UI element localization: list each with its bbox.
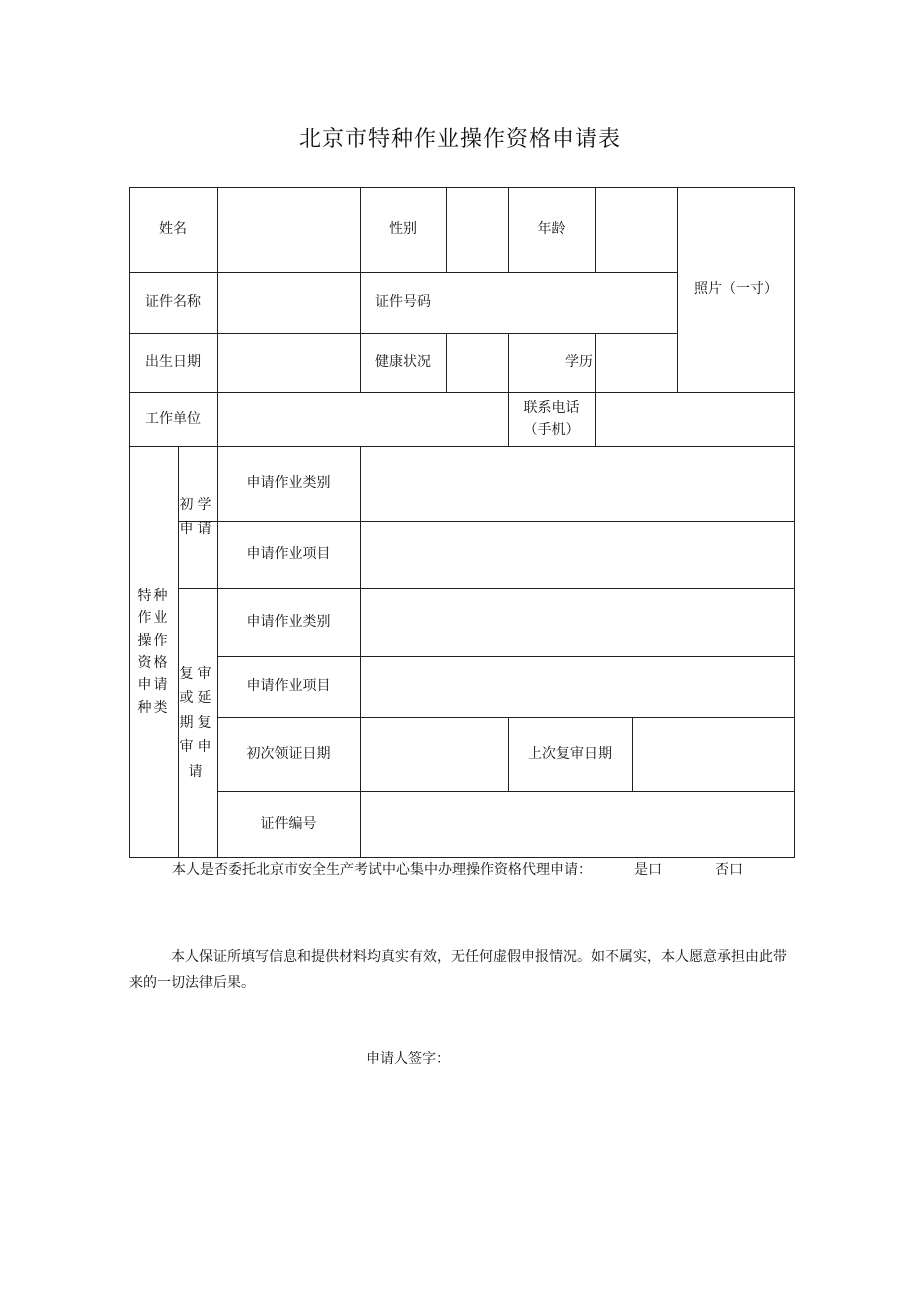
renewal-group-text: 复审或延期复审申请 (179, 665, 216, 780)
employer-field[interactable] (217, 392, 508, 446)
category-group-label (129, 446, 178, 858)
last-review-date-field[interactable] (632, 717, 795, 791)
signature-label: 申请人签字： (366, 1051, 450, 1067)
application-form (129, 187, 795, 858)
id-number-field[interactable] (446, 272, 677, 333)
employer-label: 工作单位 (145, 410, 201, 427)
proxy-no-option[interactable]: 否口 (715, 862, 743, 878)
health-field[interactable] (446, 333, 508, 392)
initial-type-label: 申请作业类别 (246, 475, 331, 492)
renewal-type-field[interactable] (360, 588, 795, 656)
age-field[interactable] (595, 187, 677, 272)
renewal-type-label: 申请作业类别 (246, 613, 331, 630)
birth-date-field[interactable] (217, 333, 360, 392)
proxy-question: 本人是否委托北京市安全生产考试中心集中办理操作资格代理申请： (172, 862, 592, 878)
category-group-text: 特种作业操作资格申请种类 (137, 587, 170, 716)
renewal-item-label: 申请作业项目 (246, 678, 331, 695)
photo-box[interactable]: 照片（一寸） (694, 281, 778, 298)
renewal-group-label (178, 588, 217, 858)
certificate-number-field[interactable] (360, 791, 795, 858)
initial-type-field[interactable] (360, 446, 795, 521)
first-issue-date-field[interactable] (360, 717, 508, 791)
last-review-date-label: 上次复审日期 (528, 745, 612, 762)
phone-label: 联系电话（手机） (523, 399, 580, 438)
name-label: 姓名 (159, 221, 187, 238)
renewal-item-field[interactable] (360, 656, 795, 717)
initial-group-label (178, 446, 217, 588)
id-name-field[interactable] (217, 272, 360, 333)
certificate-number-label: 证件编号 (260, 816, 317, 833)
birth-date-label: 出生日期 (145, 354, 201, 371)
page-title: 北京市特种作业操作资格申请表 (298, 127, 621, 152)
education-field[interactable] (595, 333, 677, 392)
id-number-label: 证件号码 (375, 294, 431, 311)
initial-group-text: 初学申请 (179, 496, 216, 537)
id-name-label: 证件名称 (145, 294, 201, 311)
initial-item-label: 申请作业项目 (246, 546, 331, 563)
initial-item-field[interactable] (360, 521, 795, 588)
phone-field[interactable] (595, 392, 795, 446)
declaration-text: 本人保证所填写信息和提供材料均真实有效，无任何虚假申报情况。如不属实，本人愿意承担由此带来的一切法律后果。 (129, 949, 787, 991)
gender-field[interactable] (446, 187, 508, 272)
proxy-yes-option[interactable]: 是口 (634, 862, 662, 878)
gender-label: 性别 (389, 221, 417, 238)
education-label: 学历 (565, 354, 593, 371)
health-label: 健康状况 (375, 354, 431, 371)
first-issue-date-label: 初次领证日期 (246, 745, 331, 762)
name-field[interactable] (217, 187, 360, 272)
age-label: 年龄 (537, 221, 566, 238)
